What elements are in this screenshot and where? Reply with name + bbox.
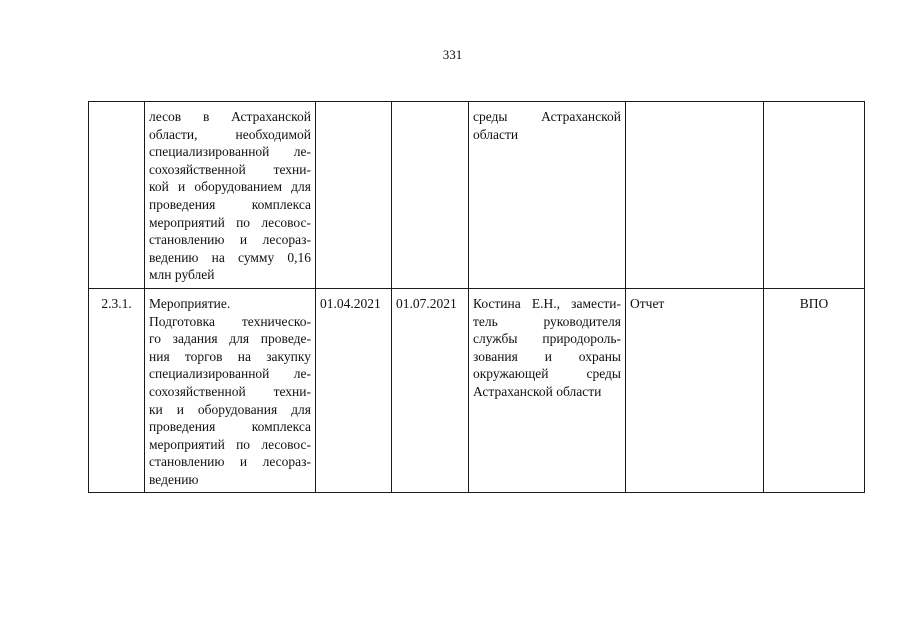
row-number-cell [89, 102, 145, 289]
text-line: становлению и лесораз- [149, 232, 311, 248]
row-number-cell: 2.3.1. [89, 288, 145, 493]
text-line: ния торгов на закупку [149, 348, 311, 364]
text-line: Астраханской области [473, 383, 602, 399]
text-line: тель руководителя [473, 313, 621, 329]
text-line: млн рублей [149, 267, 215, 283]
table-row [89, 102, 865, 289]
text-line: ведению [149, 471, 199, 487]
source-cell [764, 102, 865, 289]
text-line: Мероприятие. [149, 295, 231, 311]
text-line: проведения комплекса [149, 196, 311, 212]
table-row [89, 288, 865, 493]
text-line: Костина Е.Н., замести- [473, 295, 621, 311]
plan-table [88, 101, 865, 493]
text-line: мероприятий по лесовос- [149, 214, 311, 230]
text-line: го задания для проведе- [149, 331, 311, 347]
text-line: сохозяйственной техни- [149, 383, 311, 399]
text-line: Подготовка техническо- [149, 313, 311, 329]
responsible-cell [469, 288, 626, 493]
text-line: специализированной ле- [149, 366, 311, 382]
text-line: становлению и лесораз- [149, 454, 311, 470]
end-date-cell: 01.07.2021 [392, 288, 469, 493]
activity-name-cell [145, 288, 316, 493]
text-line: специализированной ле- [149, 144, 311, 160]
start-date-cell: 01.04.2021 [316, 288, 392, 493]
result-cell: Отчет [626, 288, 764, 493]
text-line: кой и оборудованием для [149, 179, 311, 195]
text-line: лесов в Астраханской [149, 109, 311, 124]
text-line: зования и охраны [473, 348, 621, 364]
activity-name-cell [145, 102, 316, 289]
result-cell [626, 102, 764, 289]
end-date-cell [392, 102, 469, 289]
text-line: ведению на сумму 0,16 [149, 249, 311, 265]
text-line: ки и оборудования для [149, 401, 311, 417]
source-cell: ВПО [764, 288, 865, 493]
start-date-cell [316, 102, 392, 289]
text-line: среды Астраханской [473, 109, 621, 124]
responsible-cell [469, 102, 626, 289]
page-number: 331 [442, 47, 463, 62]
text-line: области [473, 126, 519, 142]
text-line: мероприятий по лесовос- [149, 436, 311, 452]
text-line: области, необходимой [149, 126, 311, 142]
text-line: окружающей среды [473, 366, 621, 382]
text-line: службы природopоль- [473, 331, 621, 347]
text-line: проведения комплекса [149, 419, 311, 435]
text-line: сохозяйственной техни- [149, 161, 311, 177]
